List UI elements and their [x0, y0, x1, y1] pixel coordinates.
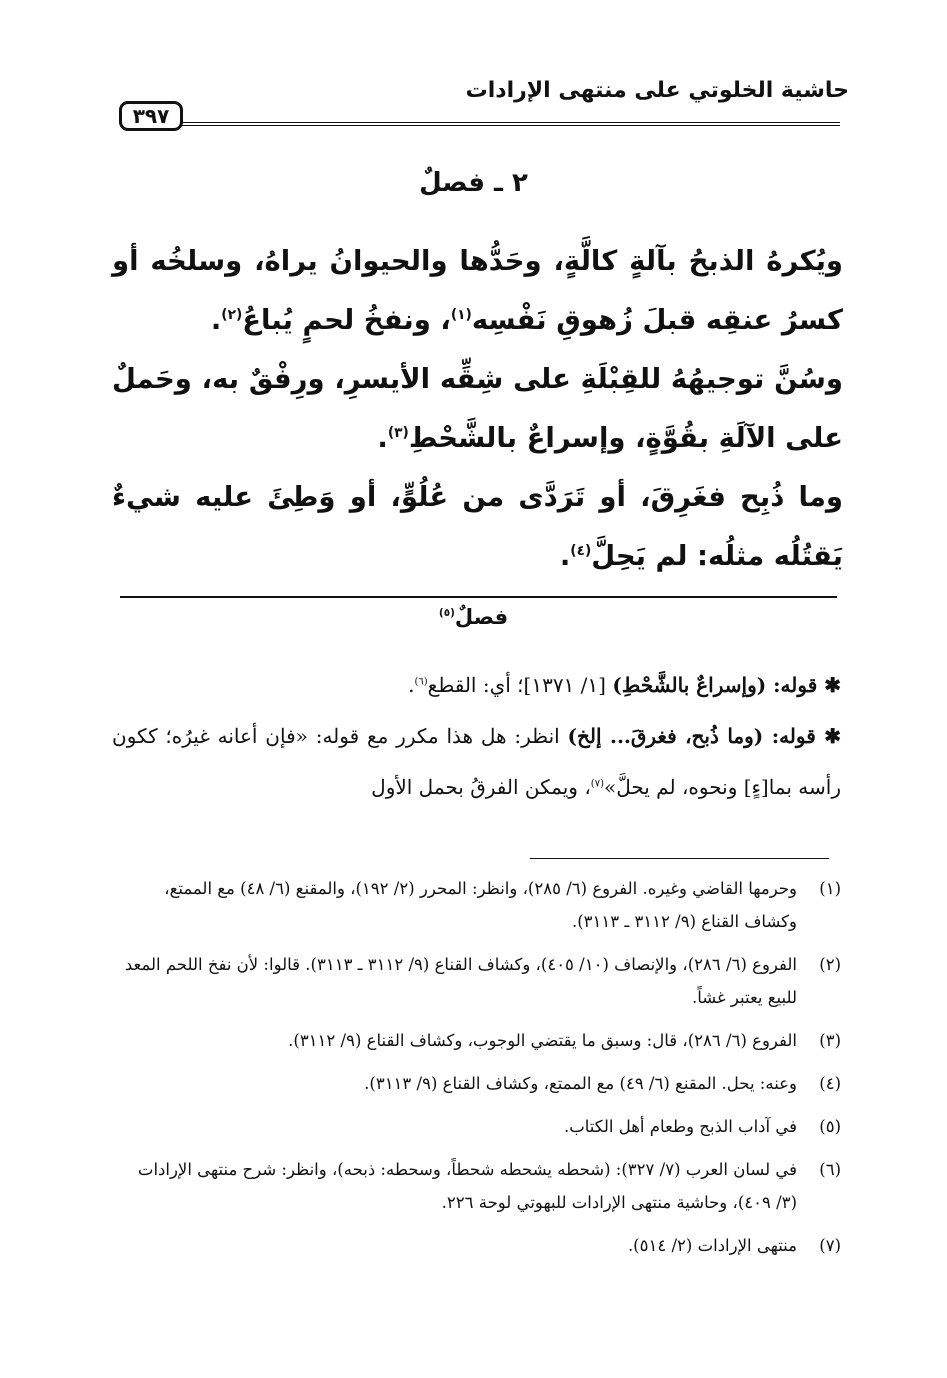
footnote-text: منتهى الإرادات (٢/ ٥١٤).: [627, 1236, 797, 1255]
footnote: [112, 1067, 841, 1100]
main-text-segment: ويُكرهُ الذبحُ بآلةٍ كالَّةٍ، وحَدُّها والحيوانُ يراهُ، وسلخُه أو كسرُ عنقِه قبلَ زُهوقِ نَفْسِه: [112, 245, 843, 336]
footnote-number: (٥): [819, 1117, 841, 1136]
commentary-lead: قوله: (وإسراعٌ بالشَّحْطِ): [612, 673, 818, 697]
bullet-icon: ✱: [817, 673, 841, 697]
main-text: [112, 232, 843, 586]
footnotes: [112, 872, 841, 1272]
footnote-text: في لسان العرب (٧/ ٣٢٧): (شحطه يشحطه شحطاً، وسحطه: ذبحه)، وانظر: شرح منتهى الإرادات (٣/ ٤٠٩)، وحاشية منتهى الإرادات للبهوتي لوحة ٢٢٦.: [137, 1160, 797, 1212]
footnote-ref[interactable]: (١): [450, 306, 472, 323]
footnote-number: (٣): [819, 1031, 841, 1050]
footnote: [112, 872, 841, 938]
footnote-number: (٧): [819, 1236, 841, 1255]
footnote-text: وعنه: يحل. المقنع (٦/ ٤٩) مع الممتع، وكشاف القناع (٩/ ٣١١٣).: [364, 1074, 797, 1093]
footnote-ref[interactable]: (٧): [590, 778, 604, 790]
footnote-ref[interactable]: (٥): [438, 607, 455, 619]
footnote-text: الفروع (٦/ ٢٨٦)، قال: وسبق ما يقتضي الوجوب، وكشاف القناع (٩/ ٣١١٢).: [288, 1031, 797, 1050]
commentary-body: ، ويمكن الفرقُ بحمل الأول: [371, 775, 591, 799]
commentary-body: [١/ ١٣٧١]؛ أي: القطع: [427, 673, 613, 697]
running-title: حاشية الخلوتي على منتهى الإرادات: [465, 78, 849, 103]
footnote-number: (٦): [819, 1160, 841, 1179]
commentary-paragraph: [112, 660, 841, 711]
commentary-body: انظر: هل هذا مكرر مع قوله: «فإن أعانه غيرُه؛ ككون رأسه بما[ءٍ] ونحوه، لم يحلَّ»: [112, 724, 841, 799]
commentary-heading-text: فصلٌ: [454, 605, 509, 629]
bullet-icon: ✱: [815, 724, 841, 748]
main-text-segment: .: [377, 422, 388, 454]
page-number: ٣٩٧: [119, 101, 183, 131]
footnote-text: وحرمها القاضي وغيره. الفروع (٦/ ٢٨٥)، وانظر: المحرر (٢/ ١٩٢)، والمقنع (٦/ ٤٨) مع الممتع، وكشاف القناع (٩/ ٣١١٢ ـ ٣١١٣).: [164, 879, 797, 931]
commentary-heading: [0, 605, 947, 629]
main-text-segment: .: [559, 540, 571, 572]
header-rule: [180, 122, 840, 126]
footnote: [112, 948, 841, 1014]
main-text-segment: ، ونفخُ لحمٍ يُباعُ: [242, 304, 451, 336]
footnote-number: (٤): [819, 1074, 841, 1093]
footnote: [112, 1229, 841, 1262]
main-paragraph: [112, 468, 843, 586]
section-divider: [120, 596, 837, 598]
footnote: [112, 1153, 841, 1219]
main-paragraph: [112, 232, 843, 350]
footnote-text: الفروع (٦/ ٢٨٦)، والإنصاف (١٠/ ٤٠٥)، وكشاف القناع (٩/ ٣١١٢ ـ ٣١١٣). قالوا: لأن نفخ اللحم المعد للبيع يعتبر غشاً.: [124, 955, 797, 1007]
footnote-ref[interactable]: (٦): [414, 676, 428, 688]
main-paragraph: [112, 350, 843, 468]
main-text-segment: وسُنَّ توجيهُهُ للقِبْلَةِ على شِقِّه الأيسرِ، ورِفْقٌ به، وحَملٌ على الآلَةِ بقُوَّةٍ، وإسراعٌ بالشَّحْطِ: [112, 363, 843, 454]
footnote-ref[interactable]: (٤): [570, 542, 592, 559]
footnote: [112, 1110, 841, 1143]
commentary-lead: قوله: (وما ذُبح، فغرقَ... إلخ): [567, 724, 816, 748]
footnote: [112, 1024, 841, 1057]
section-heading: ٢ ـ فصلٌ: [419, 168, 528, 198]
footnote-ref[interactable]: (٣): [387, 424, 409, 441]
commentary-text: [112, 660, 841, 813]
footnote-text: في آداب الذبح وطعام أهل الكتاب.: [563, 1117, 797, 1136]
footnote-number: (١): [819, 879, 841, 898]
footnote-number: (٢): [819, 955, 841, 974]
footnote-ref[interactable]: (٢): [221, 306, 243, 323]
main-text-segment: وما ذُبِح فغَرِقَ، أو تَرَدَّى من عُلُوٍّ، أو وَطِئَ عليه شيءٌ يَقتُلُه مثلُه: لم يَحِلَّ: [112, 481, 843, 572]
commentary-body: .: [408, 673, 415, 697]
main-text-segment: .: [210, 304, 222, 336]
commentary-paragraph: [112, 711, 841, 813]
footnote-rule: [530, 858, 829, 859]
